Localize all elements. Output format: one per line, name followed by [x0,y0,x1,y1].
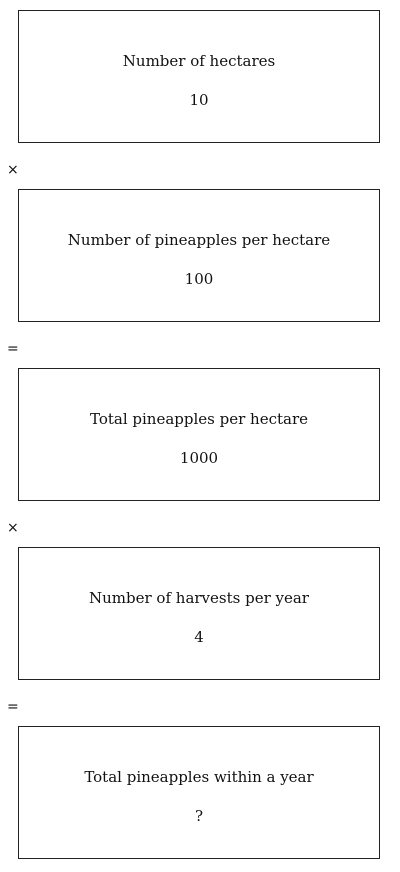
step-label: Total pineapples within a year [84,768,314,786]
step-value: 1000 [179,449,219,467]
step-value: 100 [184,270,214,288]
step-value: 10 [189,91,209,109]
step-box-total-per-hectare [18,368,380,501]
equals-operator: = [7,341,19,357]
equals-operator: = [7,699,19,715]
step-label: Number of harvests per year [89,589,309,607]
multiply-operator: × [7,162,19,178]
step-box-harvests-per-year [18,547,380,680]
step-label: Number of hectares [122,52,276,70]
step-box-pineapples-per-hectare [18,189,380,322]
step-label: Number of pineapples per hectare [67,231,331,249]
step-label: Total pineapples per hectare [89,410,308,428]
step-value: 4 [194,628,204,646]
step-value: ? [194,807,204,825]
step-box-total-per-year [18,726,380,859]
step-box-hectares [18,10,380,143]
multiply-operator: × [7,520,19,536]
